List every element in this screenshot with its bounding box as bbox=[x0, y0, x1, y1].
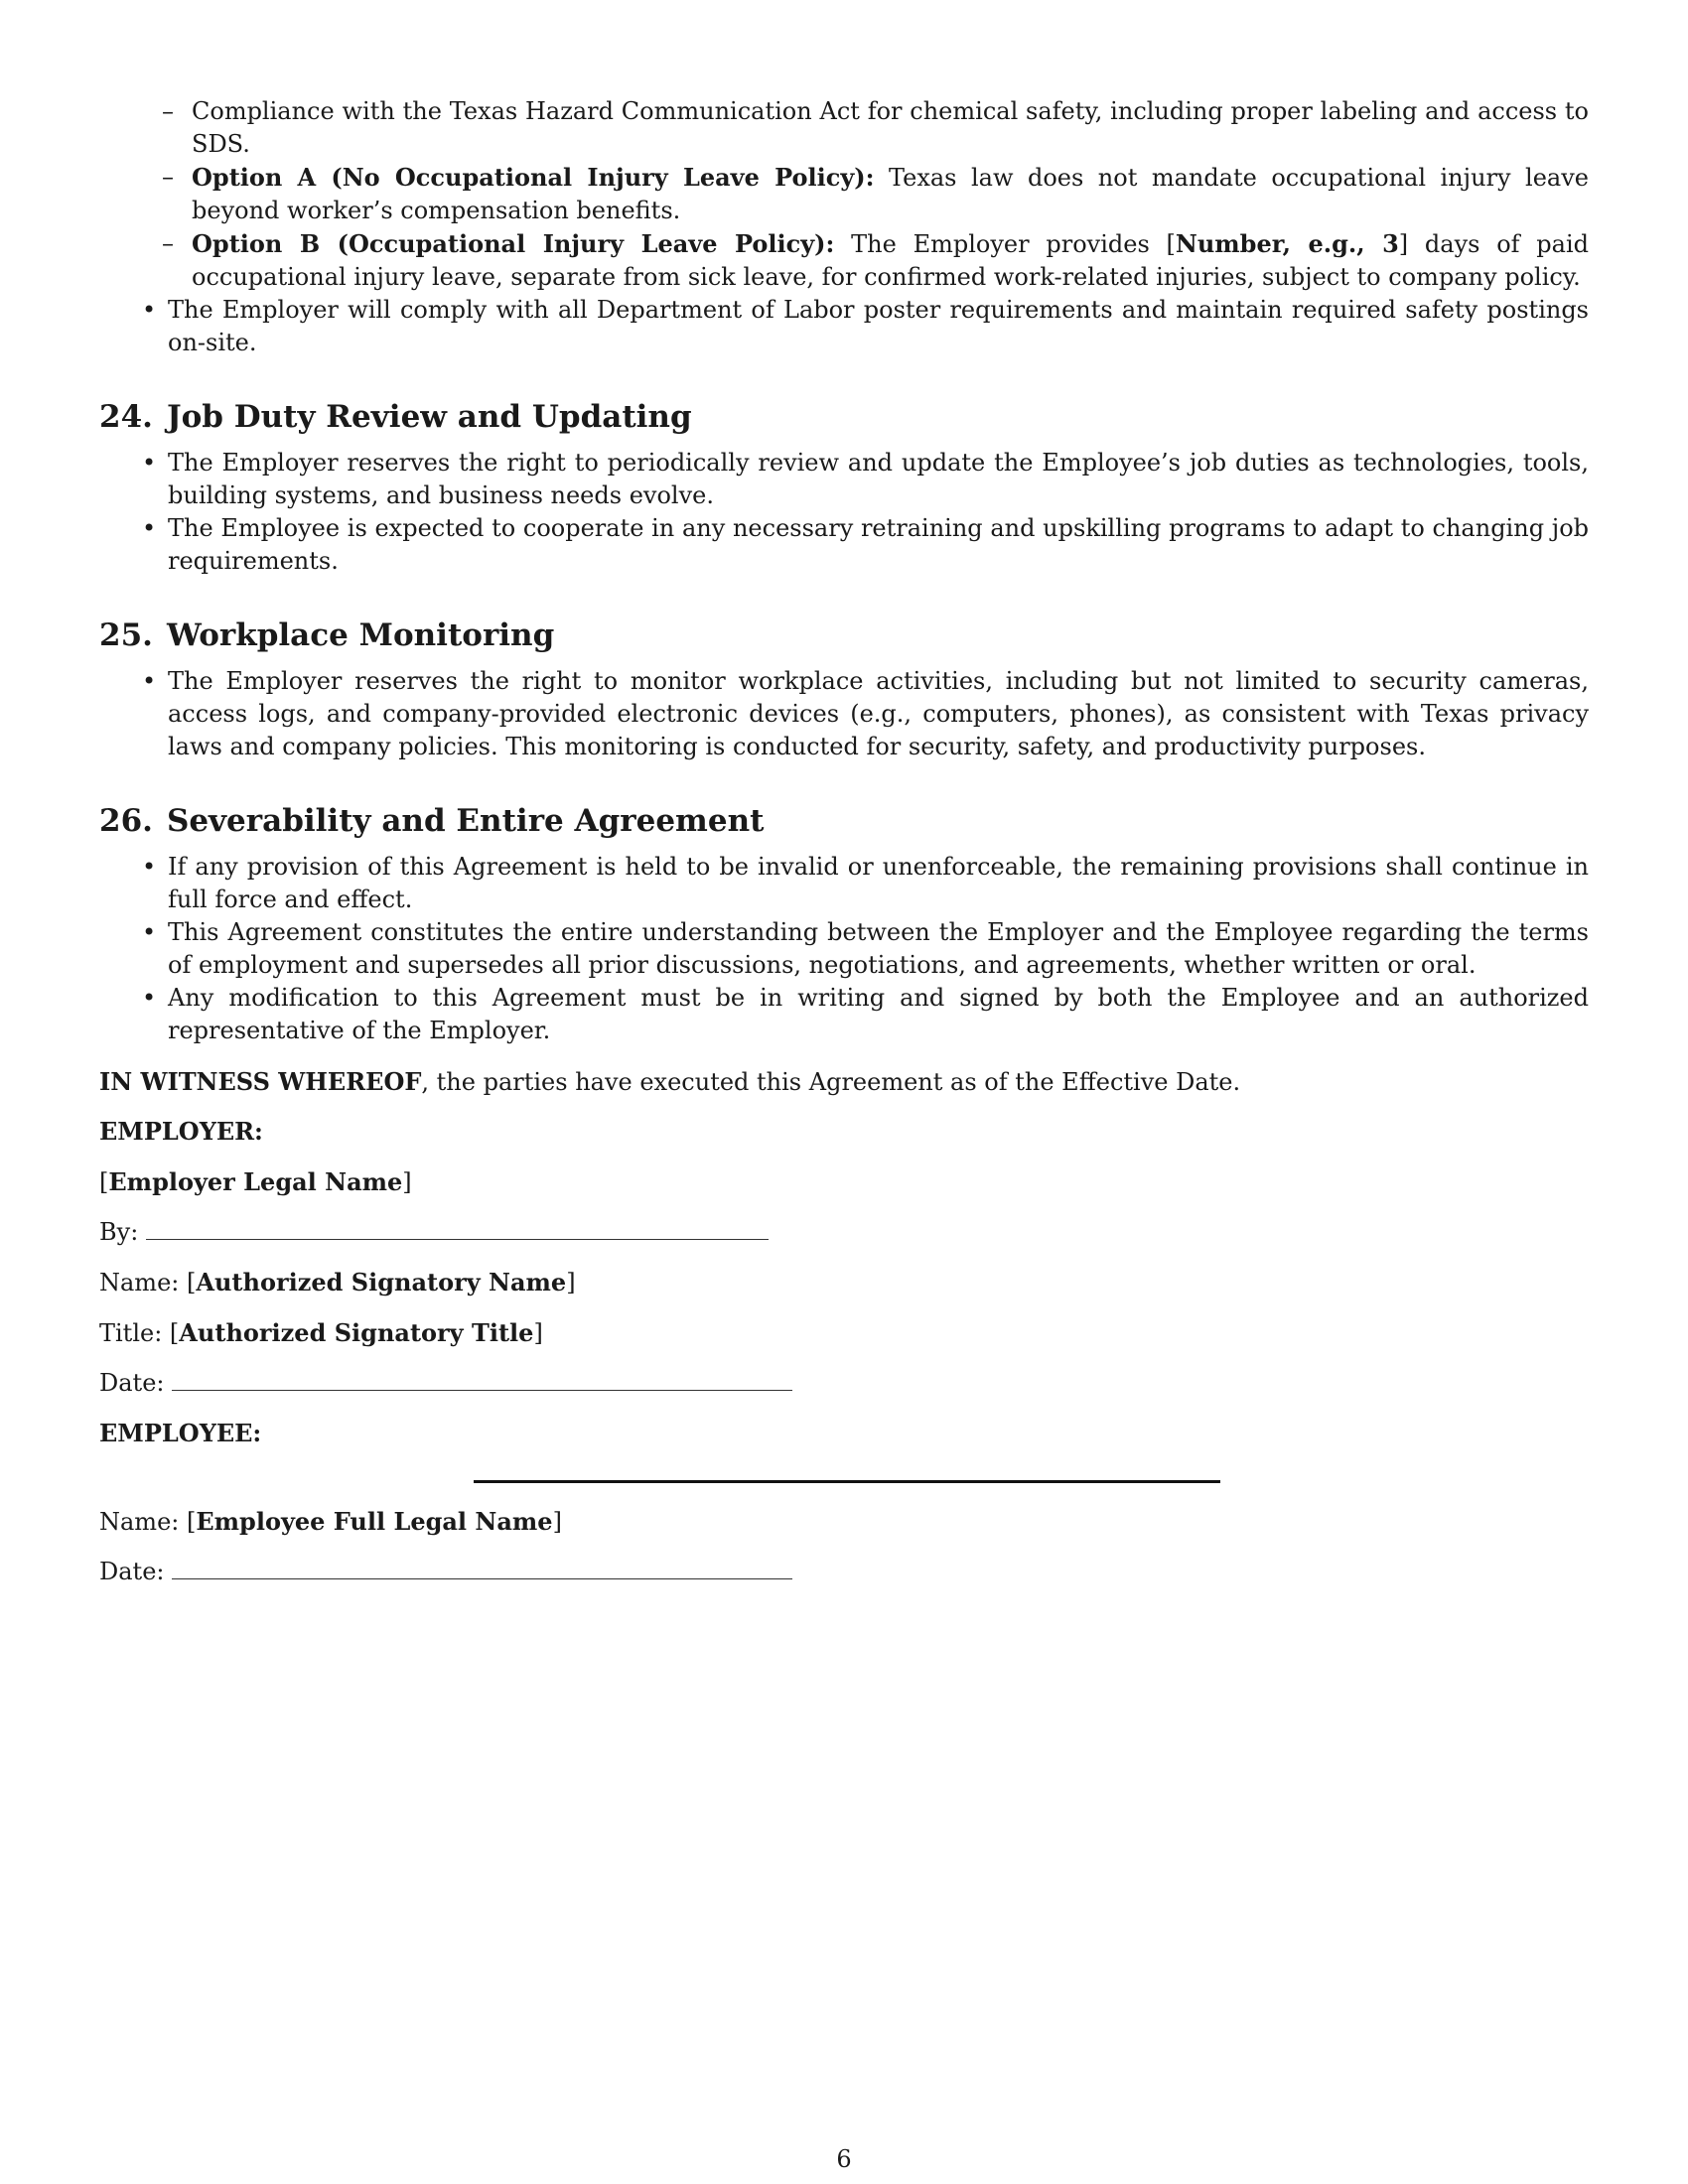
safety-bullets bbox=[168, 294, 1589, 359]
signature-blank bbox=[146, 1219, 769, 1240]
witness-statement: IN WITNESS WHEREOF, the parties have executed this Agreement as of the Effective Date. bbox=[99, 1067, 1241, 1096]
list-item: • If any provision of this Agreement is held to be invalid or unenforceable, the remaining provisions shall continue in full force and effect. bbox=[168, 851, 1589, 916]
employer-date-line: Date: bbox=[99, 1367, 1589, 1400]
list-item: • The Employer reserves the right to periodically review and update the Employee’s job duties as technologies, tools, building systems, and business needs evolve. bbox=[168, 447, 1589, 512]
employer-legal-name: [Employer Legal Name] bbox=[99, 1167, 412, 1196]
date-blank bbox=[172, 1559, 792, 1579]
section-26 bbox=[99, 801, 1589, 1047]
date-blank bbox=[172, 1370, 792, 1391]
section-heading: 24. Job Duty Review and Updating bbox=[99, 399, 692, 435]
section-heading: 25. Workplace Monitoring bbox=[99, 617, 555, 653]
section-25 bbox=[99, 615, 1589, 763]
page-number: 6 bbox=[836, 2145, 852, 2173]
list-item: • This Agreement constitutes the entire understanding between the Employer and the Employee regarding the terms of employment and supersedes all prior discussions, negotiations, and agreements, whether written or oral. bbox=[168, 916, 1589, 982]
document-page bbox=[99, 95, 1589, 1588]
section-24 bbox=[99, 397, 1589, 578]
list-item: – Option B (Occupational Injury Leave Policy): The Employer provides [Number, e.g., 3] days of paid occupational injury leave, separate from sick leave, for confirmed work-related injuries, subject to company policy. bbox=[192, 227, 1589, 294]
employer-heading: EMPLOYER: bbox=[99, 1117, 263, 1146]
safety-sublist bbox=[192, 95, 1589, 294]
list-item: • The Employer reserves the right to monitor workplace activities, including but not limited to security cameras, access logs, and company-provided electronic devices (e.g., computers, phones), as consistent with Texas privacy laws and company policies. This monitoring is conducted for security, safety, and productivity purposes. bbox=[168, 665, 1589, 763]
list-item: – Compliance with the Texas Hazard Communication Act for chemical safety, including proper labeling and access to SDS. bbox=[192, 95, 1589, 161]
employee-heading: EMPLOYEE: bbox=[99, 1419, 262, 1447]
list-item: • The Employee is expected to cooperate in any necessary retraining and upskilling programs to adapt to changing job requirements. bbox=[168, 512, 1589, 578]
employee-date-line: Date: bbox=[99, 1556, 1589, 1588]
list-item: • Any modification to this Agreement must be in writing and signed by both the Employee and an authorized representative of the Employer. bbox=[168, 982, 1589, 1047]
employer-signature-block bbox=[99, 1115, 1589, 1400]
employer-title-line: Title: [Authorized Signatory Title] bbox=[99, 1318, 543, 1347]
employer-name-line: Name: [Authorized Signatory Name] bbox=[99, 1268, 576, 1297]
employee-signature-block bbox=[99, 1417, 1589, 1588]
list-item: • The Employer will comply with all Department of Labor poster requirements and maintain required safety postings on-site. bbox=[168, 294, 1589, 359]
employee-name-line: Name: [Employee Full Legal Name] bbox=[99, 1507, 562, 1536]
list-item: – Option A (No Occupational Injury Leave Policy): Texas law does not mandate occupational injury leave beyond worker’s compensation benefits. bbox=[192, 161, 1589, 227]
employee-signature-line bbox=[474, 1480, 1220, 1483]
employer-by-line: By: bbox=[99, 1216, 1589, 1249]
section-heading: 26. Severability and Entire Agreement bbox=[99, 803, 765, 839]
